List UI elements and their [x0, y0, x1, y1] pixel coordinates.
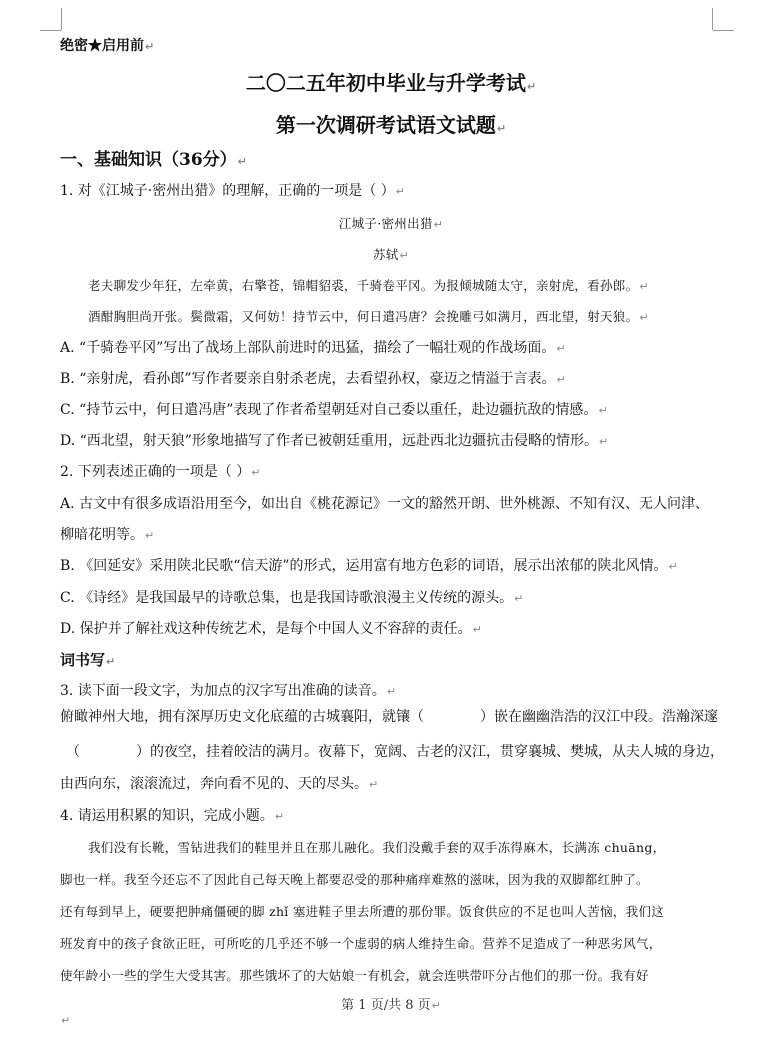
question-2-option-d: D. 保护并了解社戏这种传统艺术，是每个中国人义不容辞的责任。↵ — [60, 621, 482, 637]
paragraph-mark-icon: ↵ — [395, 185, 405, 198]
trailing-paragraph-mark — [60, 1010, 70, 1031]
paragraph-mark-icon: ↵ — [237, 155, 247, 168]
paragraph-mark-icon: ↵ — [274, 810, 285, 823]
paragraph-mark-icon: ↵ — [598, 404, 608, 417]
paragraph-mark-icon: ↵ — [386, 685, 397, 698]
question-2-option-a: A. 古文中有很多成语沿用至今，如出自《桃花源记》一文的豁然开朗、世外桃源、不知有汉、无人问津、 — [60, 496, 710, 512]
poem-line-2: 酒酣胸胆尚开张。鬓微霜，又何妨！持节云中，何日遣冯唐？会挽雕弓如满月，西北望，射天狼。↵ — [88, 309, 649, 324]
paragraph-mark-icon: ↵ — [145, 40, 155, 53]
page-footer: 第 1 页/共 8 页↵ — [341, 998, 441, 1013]
crop-mark-top-right-horizontal — [713, 30, 734, 31]
question-2-option-b: B. 《回延安》采用陕北民歌“信天游”的形式，运用富有地方色彩的词语，展示出浓郁的陕北风情。↵ — [60, 558, 678, 574]
question-4-passage-line-3: 还有每到早上，硬要把肿痛僵硬的脚 zhǐ 塞进鞋子里去所遭的那份罪。饭食供应的不足也叫人苦恼，我们这 — [60, 904, 665, 919]
paragraph-mark-icon: ↵ — [106, 655, 116, 668]
paragraph-mark-icon: ↵ — [639, 311, 649, 324]
question-4-stem: 4. 请运用积累的知识，完成小题。↵ — [60, 808, 285, 824]
crop-mark-top-left-vertical — [61, 8, 62, 30]
paragraph-mark-icon: ↵ — [433, 218, 444, 231]
paragraph-mark-icon: ↵ — [251, 466, 261, 479]
question-1-option-d: D. “西北望，射天狼”形象地描写了作者已被朝廷重用，远赴西北边疆抗击侵略的情形。↵ — [60, 433, 609, 449]
paragraph-mark-icon: ↵ — [472, 623, 482, 636]
poem-line-1: 老夫聊发少年狂，左牵黄，右擎苍，锦帽貂裘，千骑卷平冈。为报倾城随太守，亲射虎，看孙郎。↵ — [88, 278, 649, 293]
exam-subtitle: 第一次调研考试语文试题↵ — [275, 113, 507, 137]
question-2-option-a-continued: 柳暗花明等。↵ — [60, 527, 155, 543]
question-3-passage-line-3: 由西向东，滚滚流过，奔向看不见的、天的尽头。↵ — [60, 776, 379, 792]
section-heading-basics: 一、基础知识（36分）↵ — [60, 150, 247, 170]
question-4-passage-line-5: 使年龄小一些的学生大受其害。那些饿坏了的大姑娘一有机会，就会连哄带吓分占他们的那一份。我有好 — [60, 968, 649, 983]
question-1-option-a: A. “千骑卷平冈”写出了战场上部队前进时的迅猛，描绘了一幅壮观的作战场面。↵ — [60, 340, 566, 356]
question-1-stem: 1. 对《江城子·密州出猎》的理解，正确的一项是（ ）↵ — [60, 183, 405, 199]
question-2-option-c: C. 《诗经》是我国最早的诗歌总集，也是我国诗歌浪漫主义传统的源头。↵ — [60, 590, 524, 606]
section-heading-words: 词书写↵ — [60, 651, 116, 669]
paragraph-mark-icon: ↵ — [556, 373, 566, 386]
confidential-label: 绝密★启用前↵ — [60, 38, 155, 54]
paragraph-mark-icon: ↵ — [556, 342, 566, 355]
paragraph-mark-icon: ↵ — [514, 592, 524, 605]
question-4-passage-line-1: 我们没有长靴，雪钻进我们的鞋里并且在那儿融化。我们没戴手套的双手冻得麻木，长满冻 chuāng， — [88, 840, 666, 855]
question-4-passage-line-2: 脚也一样。我至今还忘不了因此自己每天晚上都要忍受的那种痛痒难熬的滋味，因为我的双脚都红肿了。 — [60, 872, 649, 887]
paragraph-mark-icon: ↵ — [145, 529, 155, 542]
paragraph-mark-icon: ↵ — [598, 435, 609, 448]
paragraph-mark-icon: ↵ — [496, 122, 507, 135]
paragraph-mark-icon: ↵ — [639, 280, 649, 293]
paragraph-mark-icon: ↵ — [369, 778, 379, 791]
exam-title: 二〇二五年初中毕业与升学考试↵ — [245, 71, 537, 95]
paragraph-mark-icon: ↵ — [526, 80, 537, 93]
question-3-passage-line-1: 俯瞰神州大地，拥有深厚历史文化底蕴的古城襄阳，就镶（ ）嵌在幽幽浩浩的汉江中段。浩瀚深邃 — [60, 709, 718, 725]
poem-title: 江城子·密州出猎↵ — [338, 216, 444, 231]
paragraph-mark-icon: ↵ — [399, 249, 410, 262]
question-1-option-c: C. “持节云中，何日遣冯唐”表现了作者希望朝廷对自己委以重任，赴边疆抗敌的情感。↵ — [60, 402, 608, 418]
question-3-passage-line-2: （ ）的夜空，挂着皎洁的满月。夜幕下，宽阔、古老的汉江，贯穿襄城、樊城，从夫人城的身边， — [66, 744, 724, 760]
paragraph-mark-icon: ↵ — [61, 1014, 71, 1027]
question-1-option-b: B. “亲射虎，看孙郎”写作者要亲自射杀老虎，去看望孙权，豪迈之情溢于言表。↵ — [60, 371, 566, 387]
crop-mark-top-left-horizontal — [40, 30, 61, 31]
question-2-stem: 2. 下列表述正确的一项是（ ）↵ — [60, 464, 261, 480]
crop-mark-top-right-vertical — [712, 8, 713, 30]
poem-author: 苏轼↵ — [372, 247, 410, 262]
paragraph-mark-icon: ↵ — [431, 999, 441, 1012]
question-4-passage-line-4: 班发育中的孩子食欲正旺，可所吃的几乎还不够一个虚弱的病人维持生命。营养不足造成了一种恶劣风气， — [60, 936, 662, 951]
paragraph-mark-icon: ↵ — [668, 560, 678, 573]
question-3-stem: 3. 读下面一段文字，为加点的汉字写出准确的读音。↵ — [60, 683, 397, 699]
